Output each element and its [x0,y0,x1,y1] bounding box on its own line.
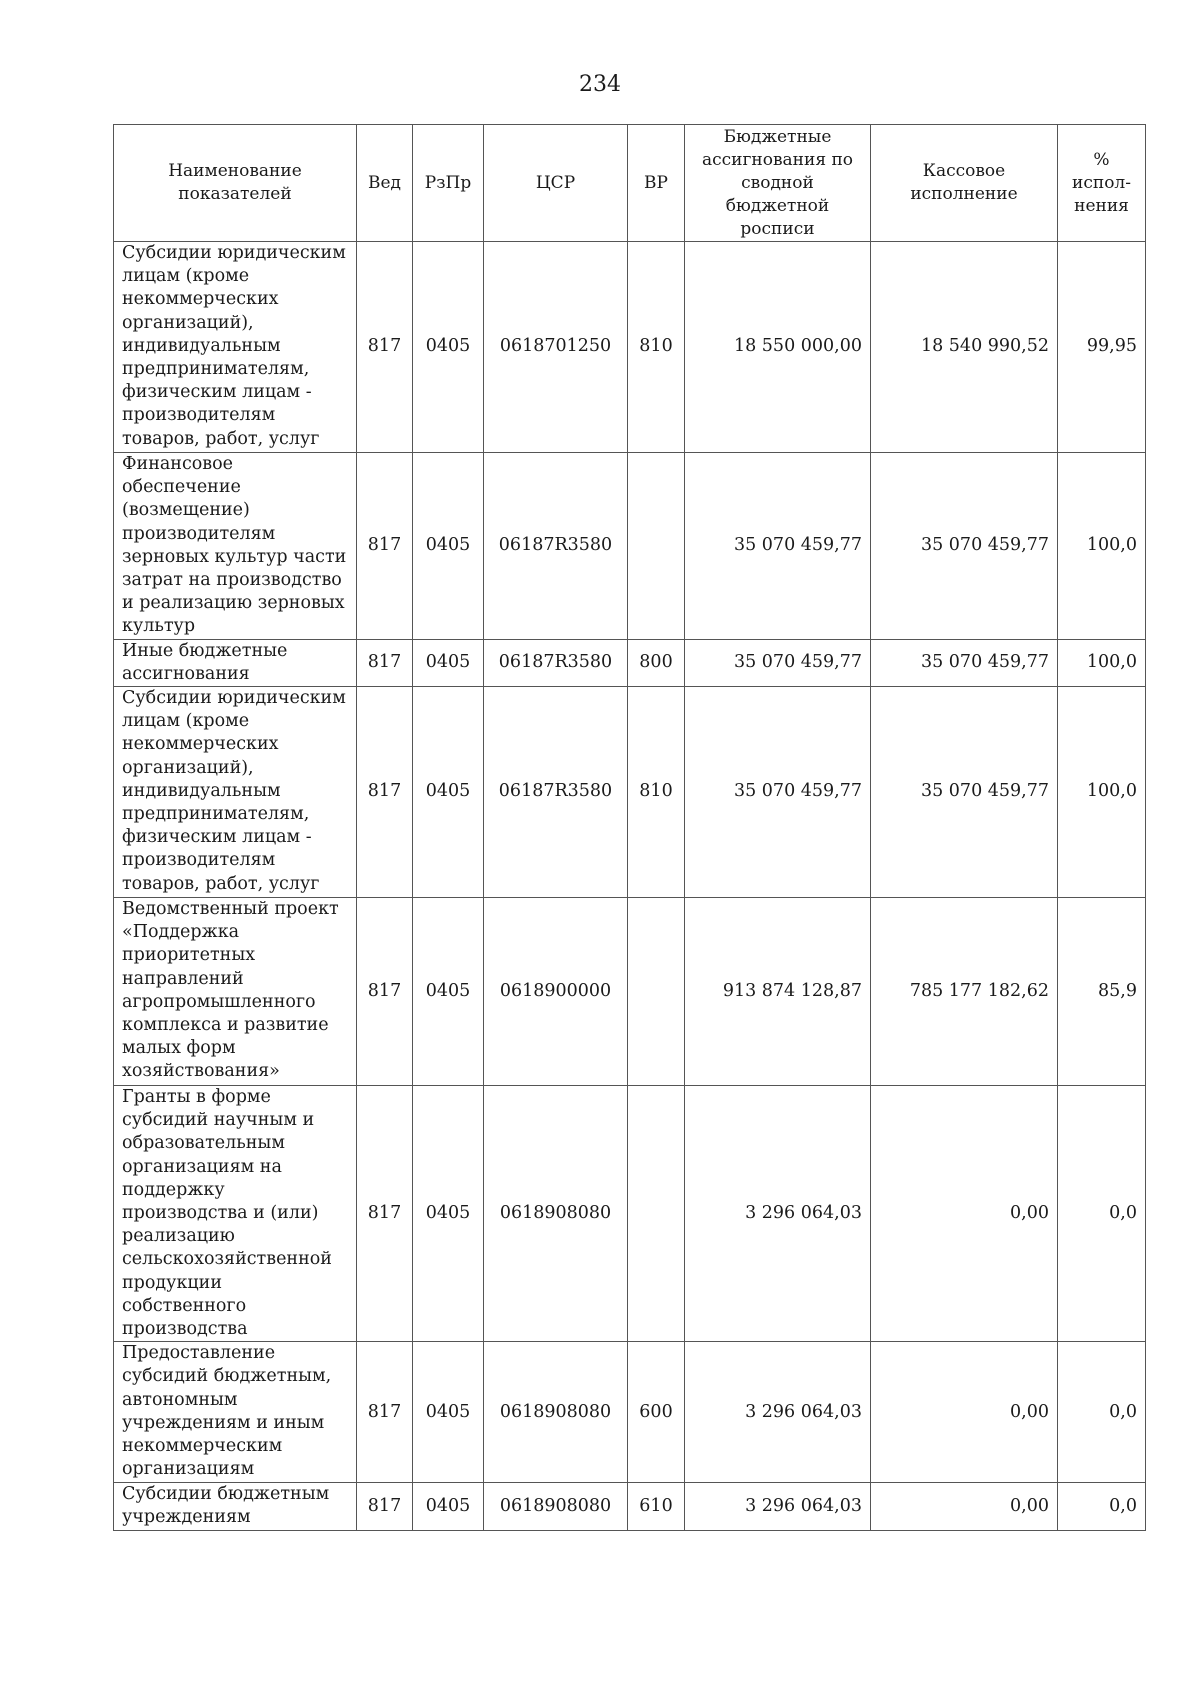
row-ved: 817 [357,898,413,1086]
row-ved: 817 [357,639,413,686]
table-row [114,639,1146,686]
row-ved: 817 [357,1342,413,1483]
row-cash: 0,00 [871,1342,1058,1483]
row-percent: 100,0 [1058,639,1146,686]
row-csr: 0618900000 [484,898,628,1086]
row-cash: 18 540 990,52 [871,242,1058,453]
table-row [114,1342,1146,1483]
row-percent: 85,9 [1058,898,1146,1086]
row-vr: 600 [628,1342,685,1483]
budget-execution-table [113,124,1146,1531]
row-cash: 35 070 459,77 [871,687,1058,898]
row-percent: 0,0 [1058,1342,1146,1483]
table-row [114,687,1146,898]
header-rzpr: РзПр [413,125,484,242]
table-header-row [114,125,1146,242]
row-name: Гранты в форме субсидий научным и образовательным организациям на поддержку производства и (или) реализацию сельскохозяйственной продукции собственного производства [114,1086,357,1342]
row-rzpr: 0405 [413,453,484,640]
page-number: 234 [579,72,621,97]
row-name: Субсидии юридическим лицам (кроме некоммерческих организаций), индивидуальным предпринимателям, физическим лицам - производителям товаров, работ, услуг [114,242,357,453]
row-vr [628,898,685,1086]
row-budget: 35 070 459,77 [685,453,871,640]
row-ved: 817 [357,687,413,898]
row-name: Финансовое обеспечение (возмещение) производителям зерновых культур части затрат на производство и реализацию зерновых культур [114,453,357,640]
table-row [114,898,1146,1086]
table-row [114,242,1146,453]
header-name: Наименование показателей [114,125,357,242]
row-rzpr: 0405 [413,639,484,686]
row-ved: 817 [357,242,413,453]
row-budget: 3 296 064,03 [685,1342,871,1483]
header-csr: ЦСР [484,125,628,242]
row-budget: 18 550 000,00 [685,242,871,453]
row-rzpr: 0405 [413,242,484,453]
row-csr: 0618701250 [484,242,628,453]
row-rzpr: 0405 [413,1086,484,1342]
row-percent: 100,0 [1058,687,1146,898]
header-vr: ВР [628,125,685,242]
table-row [114,453,1146,640]
row-csr: 0618908080 [484,1483,628,1531]
row-percent: 0,0 [1058,1086,1146,1342]
table-row [114,1483,1146,1531]
header-cash: Кассовое исполнение [871,125,1058,242]
row-cash: 0,00 [871,1483,1058,1531]
row-budget: 913 874 128,87 [685,898,871,1086]
row-percent: 99,95 [1058,242,1146,453]
table-row [114,1086,1146,1342]
row-cash: 35 070 459,77 [871,639,1058,686]
row-cash: 35 070 459,77 [871,453,1058,640]
row-name: Субсидии юридическим лицам (кроме некоммерческих организаций), индивидуальным предпринимателям, физическим лицам - производителям товаров, работ, услуг [114,687,357,898]
row-ved: 817 [357,1086,413,1342]
row-csr: 06187R3580 [484,639,628,686]
row-name: Ведомственный проект «Поддержка приоритетных направлений агропромышленного комплекса и развитие малых форм хозяйствования» [114,898,357,1086]
row-vr [628,453,685,640]
row-csr: 06187R3580 [484,687,628,898]
row-csr: 0618908080 [484,1086,628,1342]
row-csr: 0618908080 [484,1342,628,1483]
row-vr: 810 [628,242,685,453]
row-csr: 06187R3580 [484,453,628,640]
row-vr [628,1086,685,1342]
row-budget: 3 296 064,03 [685,1483,871,1531]
row-vr: 810 [628,687,685,898]
row-rzpr: 0405 [413,1483,484,1531]
row-ved: 817 [357,1483,413,1531]
row-name: Субсидии бюджетным учреждениям [114,1483,357,1531]
row-budget: 3 296 064,03 [685,1086,871,1342]
row-cash: 785 177 182,62 [871,898,1058,1086]
header-percent: % испол-нения [1058,125,1146,242]
row-rzpr: 0405 [413,687,484,898]
header-budget: Бюджетные ассигнования по сводной бюджетной росписи [685,125,871,242]
row-vr: 800 [628,639,685,686]
row-rzpr: 0405 [413,898,484,1086]
row-ved: 817 [357,453,413,640]
row-percent: 0,0 [1058,1483,1146,1531]
row-name: Иные бюджетные ассигнования [114,639,357,686]
row-cash: 0,00 [871,1086,1058,1342]
row-name: Предоставление субсидий бюджетным, автономным учреждениям и иным некоммерческим организациям [114,1342,357,1483]
row-percent: 100,0 [1058,453,1146,640]
row-vr: 610 [628,1483,685,1531]
row-budget: 35 070 459,77 [685,687,871,898]
row-rzpr: 0405 [413,1342,484,1483]
header-ved: Вед [357,125,413,242]
row-budget: 35 070 459,77 [685,639,871,686]
